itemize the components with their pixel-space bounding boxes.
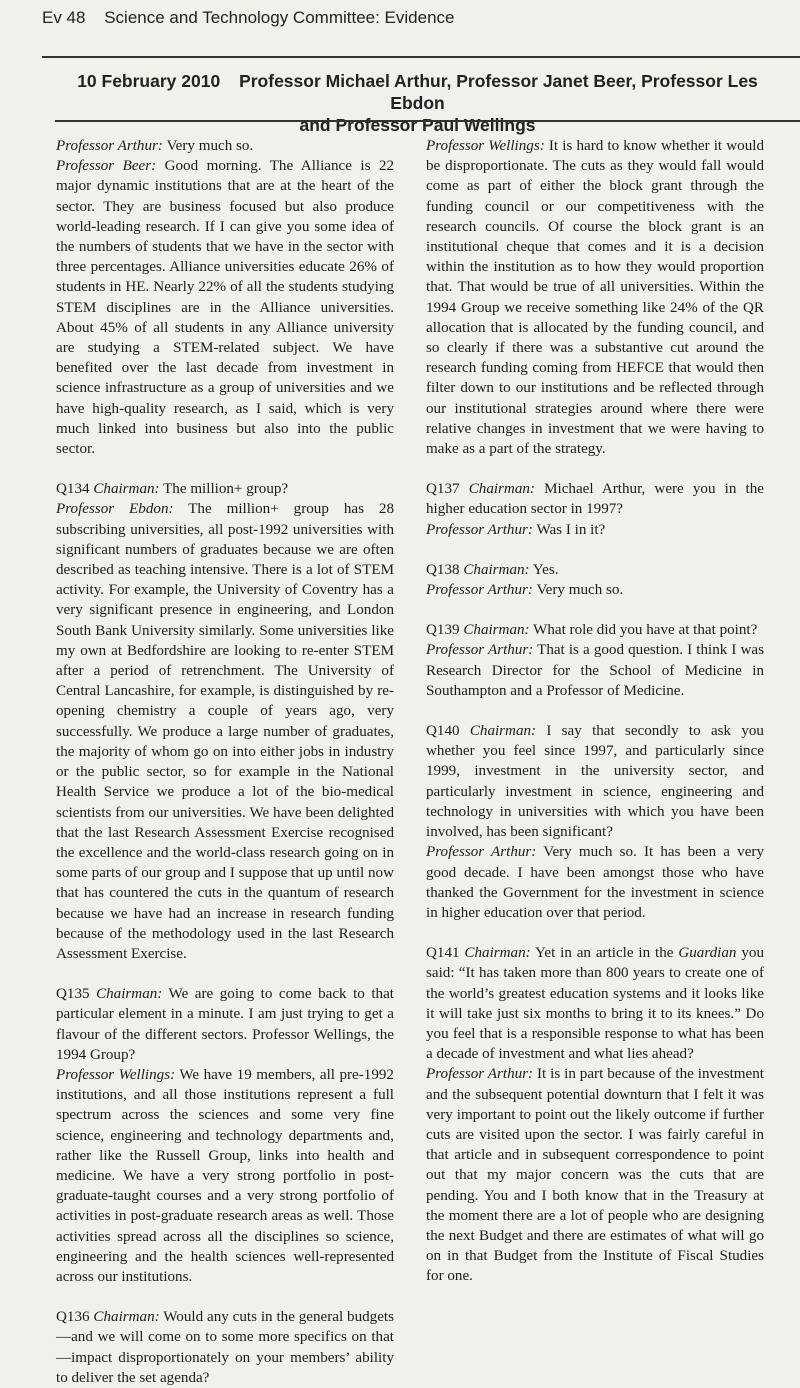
question-number: Q138 [426, 561, 460, 578]
speaker-name: Chairman: [468, 481, 535, 498]
question-paragraph [426, 479, 764, 519]
speaker-name: Chairman: [93, 1309, 160, 1326]
answer-paragraph [426, 520, 764, 540]
answer-text: Good morning. The Alliance is 22 major dynamic institutions that are at the heart of the sector. They are business focused but also produce world-leading research. If I can give you some idea of the numbers of students that we have in the sector with three percentages. Alliance universities educate 26% of students in HE. Nearly 22% of all the students studying STEM disciplines are in the Alliance universities. About 45% of all students in any Alliance university are studying a STEM-related subject. We have benefited over the last decade from investment in science infrastructure as a group of universities and we have high-quality research, as I said, which is very much linked into business but also into the public sector. [56, 158, 394, 458]
right-column [426, 136, 764, 1287]
speaker-name: Chairman: [96, 986, 163, 1003]
speaker-name: Chairman: [469, 723, 537, 740]
speaker-name: Professor Arthur: [426, 582, 533, 599]
session-date: 10 February 2010 [77, 71, 221, 91]
speaker-name: Professor Arthur: [426, 1066, 534, 1083]
answer-paragraph [56, 499, 394, 964]
speaker-name: Professor Arthur: [426, 642, 534, 659]
answer-paragraph [56, 156, 394, 459]
answer-text: Very much so. [162, 138, 254, 154]
header-rule [42, 56, 800, 58]
speaker-name: Professor Arthur: [56, 138, 163, 154]
question-number: Q141 [426, 945, 460, 962]
question-paragraph [56, 1307, 394, 1388]
speaker-name: Chairman: [463, 561, 530, 578]
speaker-name: Professor Wellings: [56, 1066, 176, 1083]
speaker-name: Professor Wellings: [426, 138, 545, 154]
answer-text: Very much so. [532, 582, 624, 599]
question-text: We are going to come back to that particular element in a minute. I am just trying to get a flavour of the different sectors. Professor Wellings, the 1994 Group? [56, 986, 394, 1063]
answer-text: Was I in it? [532, 521, 606, 538]
question-text: The million+ group? [159, 481, 289, 498]
speaker-name: Chairman: [463, 622, 530, 639]
publication-name: Guardian [678, 945, 737, 962]
running-title: Science and Technology Committee: Evidence [104, 8, 455, 27]
page-header [42, 8, 455, 28]
answer-paragraph [56, 1065, 394, 1287]
question-text: you said: “It has taken more than 800 years to create one of the world’s greatest education systems and it looks like it will take just six months to bring it to its knees.” Do you feel that is a responsible response to what has been a decade of investment and what lies ahead? [426, 945, 764, 1063]
answer-paragraph [426, 136, 764, 459]
question-paragraph [56, 479, 394, 499]
answer-paragraph [426, 640, 764, 701]
question-paragraph [56, 984, 394, 1065]
answer-paragraph [426, 842, 764, 923]
question-text: Would any cuts in the general budgets—and we will come on to some more specifics on that—impact disproportionately on your members’ ability to deliver the set agenda? [56, 1309, 394, 1386]
evidence-page-number: Ev 48 [42, 8, 86, 27]
question-text: I say that secondly to ask you whether you feel since 1997, and particularly since 1999, investment in the university sector, and particularly investment in science, engineering and technology in universities with which you have been involved, has been significant? [426, 723, 764, 841]
question-paragraph [426, 620, 764, 640]
answer-text: It is in part because of the investment and the subsequent potential downturn that I felt it was very important to point out the likely outcome if further cuts are visited upon the sector. I was fairly careful in that article and in subsequent correspondence to point out that my major concern was the cuts that are pending. You and I both know that in the Treasury at the moment there are a lot of people who are designing the next Budget and there are estimates of what will go on in that Budget from the Institute of Fiscal Studies for one. [426, 1066, 764, 1285]
question-text: Michael Arthur, were you in the higher education sector in 1997? [426, 481, 764, 518]
question-paragraph [426, 943, 764, 1064]
speaker-name: Professor Arthur: [426, 844, 537, 861]
question-number: Q140 [426, 723, 460, 740]
question-number: Q136 [56, 1309, 90, 1326]
session-rule [55, 120, 800, 122]
question-number: Q135 [56, 986, 90, 1003]
question-paragraph [426, 721, 764, 842]
speaker-name: Chairman: [93, 481, 160, 498]
witnesses-line-1: Professor Michael Arthur, Professor Janet Beer, Professor Les Ebdon [239, 71, 758, 113]
answer-text: That is a good question. I think I was Research Director for the School of Medicine in Southampton and a Professor of Medicine. [426, 642, 764, 699]
question-text: Yet in an article in the [530, 945, 679, 962]
question-number: Q134 [56, 481, 90, 498]
answer-text: Very much so. It has been a very good decade. I have been amongst those who have thanked the Government for the investment in science in higher education over that period. [426, 844, 764, 921]
speaker-name: Chairman: [464, 945, 531, 962]
question-number: Q137 [426, 481, 460, 498]
answer-text: The million+ group has 28 subscribing universities, all post-1992 universities with significant numbers of graduates because we are often described as teaching intensive. There is a lot of STEM activity. For example, the University of Coventry has a very significant presence in engineering, and London South Bank University similarly. Some universities like my own at Bedfordshire are looking to re-enter STEM after a period of retrenchment. The University of Central Lancashire, for example, is distinguished by re-opening chemistry a couple of years ago, very successfully. We produce a large number of graduates, the majority of whom go on into either jobs in industry or the public sector, so for example in the National Health Service we produce a lot of the bio-medical scientists from our universities. We have been delighted that the last Research Assessment Exercise recognised the excellence and the world-class research going on in some parts of our group and I suppose that up until now that has countered the cuts in the quantum of research because we have had an increase in research funding because of the methodology used in the last Research Assessment Exercise. [56, 501, 394, 962]
speaker-name: Professor Beer: [56, 158, 157, 175]
session-heading [55, 70, 780, 136]
question-number: Q139 [426, 622, 460, 639]
speaker-name: Professor Ebdon: [56, 501, 174, 518]
answer-paragraph [426, 1064, 764, 1286]
question-text: What role did you have at that point? [529, 622, 758, 639]
speaker-name: Professor Arthur: [426, 521, 533, 538]
answer-text: It is hard to know whether it would be disproportionate. The cuts as they would fall would come as part of either the block grant through the funding council or our competitiveness with the research councils. Of course the block grant is an institutional cheque that comes and it is a decision within the institution as to how they would proportion that. That would be true of all universities. Within the 1994 Group we receive something like 24% of the QR allocation that is allocated by the funding council, and so clearly if there was a substantive cut around the research funding coming from HEFCE that would then filter down to our institutions and be reflected through our institutional strategies around where there were relative changes in investment that we were having to make as a part of the strategy. [426, 138, 764, 458]
answer-paragraph [426, 580, 764, 600]
question-paragraph [426, 560, 764, 580]
answer-text: We have 19 members, all pre-1992 institutions, and all those institutions represent a full spectrum across the sciences and some very fine science, engineering and technology departments and, rather like the Russell Group, links into health and medicine. We have a very strong portfolio in post-graduate-taught courses and a very strong portfolio of activities in post-graduate research areas as well. Those activities spread across all the disciplines so science, engineering and the health sciences well-represented across our institutions. [56, 1066, 394, 1285]
witnesses-line-2: and Professor Paul Wellings [299, 115, 536, 135]
question-text: Yes. [529, 561, 559, 578]
left-column [56, 136, 394, 1388]
answer-paragraph [56, 136, 394, 156]
